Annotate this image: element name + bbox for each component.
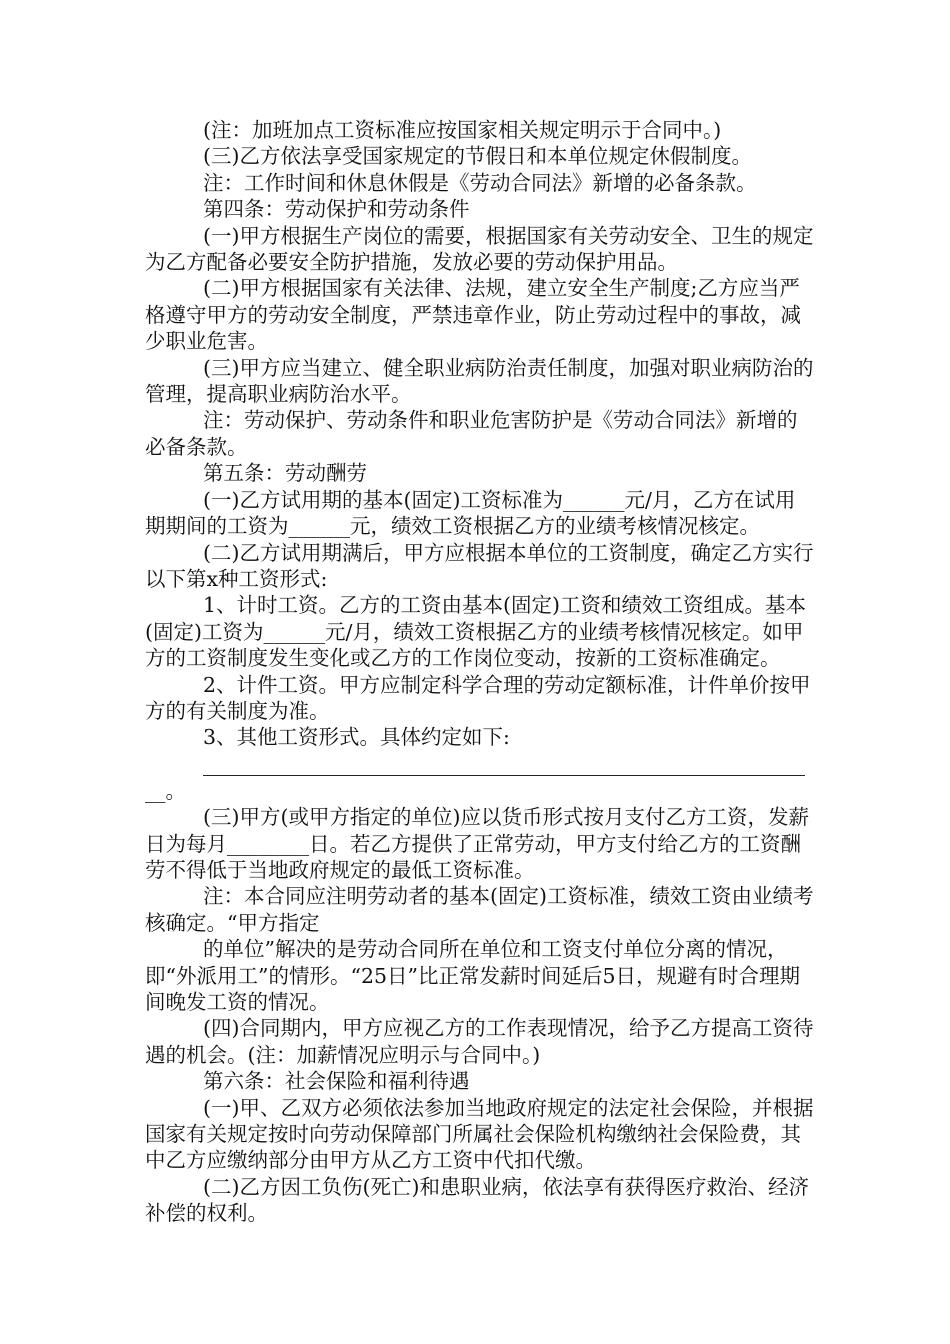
paragraph-holiday-rights: (三)乙方依法享受国家规定的节假日和本单位规定休假制度。 <box>203 144 752 169</box>
paragraph-4-3: (三)甲方应当建立、健全职业病防治责任制度，加强对职业病防治的管理，提高职业病防治水平。 <box>145 355 814 407</box>
paragraph-5-note-b: 的单位”解决的是劳动合同所在单位和工资支付单位分离的情况，即“外派用工”的情形。“25日”比正常发薪时间延后5日，规避有时合理期间晚发工资的情况。 <box>145 937 801 1014</box>
document-body <box>145 117 815 1227</box>
paragraph-5-1: (一)乙方试用期的基本(固定)工资标准为______元/月，乙方在试用期期间的工资为______元，绩效工资根据乙方的业绩考核情况核定。 <box>145 487 796 539</box>
article-4-heading: 第四条：劳动保护和劳动条件 <box>203 197 470 222</box>
paragraph-hourly-wage: 1、计时工资。乙方的工资由基本(固定)工资和绩效工资组成。基本(固定)工资为______元/月，绩效工资根据乙方的业绩考核情况核定。如甲方的工资制度发生变化或乙方的工作岗位变动，按新的工资标准确定。 <box>145 593 807 671</box>
paragraph-5-4: (四)合同期内，甲方应视乙方的工作表现情况，给予乙方提高工资待遇的机会。(注：加薪情况应明示与合同中。) <box>145 1016 814 1067</box>
paragraph-overtime-note: (注：加班加点工资标准应按国家相关规定明示于合同中。) <box>203 118 722 142</box>
paragraph-5-2: (二)乙方试用期满后，甲方应根据本单位的工资制度，确定乙方实行以下第x种工资形式: <box>145 540 814 591</box>
paragraph-5-note-a: 注：本合同应注明劳动者的基本(固定)工资标准，绩效工资由业绩考核确定。“甲方指定 <box>145 884 814 935</box>
paragraph-5-3: (三)甲方(或甲方指定的单位)应以货币形式按月支付乙方工资，发薪日为每月________日。若乙方提供了正常劳动，甲方支付给乙方的工资酬劳不得低于当地政府规定的最低工资标准。 <box>145 805 809 882</box>
paragraph-4-2: (二)甲方根据国家有关法律、法规，建立安全生产制度;乙方应当严格遵守甲方的劳动安全制度，严禁违章作业，防止劳动过程中的事故，减少职业危害。 <box>145 276 801 354</box>
paragraph-piece-wage: 2、计件工资。甲方应制定科学合理的劳动定额标准，计件单价按甲方的有关制度为准。 <box>145 672 811 723</box>
paragraph-6-1: (一)甲、乙双方必须依法参加当地政府规定的法定社会保险，并根据国家有关规定按时向劳动保障部门所属社会保险机构缴纳社会保险费，其中乙方应缴纳部分由甲方从乙方工资中代扣代缴。 <box>145 1095 814 1173</box>
paragraph-6-2: (二)乙方因工负伤(死亡)和患职业病，依法享有获得医疗救治、经济补偿的权利。 <box>145 1174 809 1226</box>
paragraph-4-note: 注：劳动保护、劳动条件和职业危害防护是《劳动合同法》新增的必备条款。 <box>145 408 798 459</box>
fill-in-blank-line <box>203 775 805 776</box>
blank-line-end: __。 <box>145 778 186 803</box>
article-6-heading: 第六条：社会保险和福利待遇 <box>203 1069 470 1094</box>
paragraph-other-wage: 3、其他工资形式。具体约定如下: <box>203 725 510 750</box>
paragraph-4-1: (一)甲方根据生产岗位的需要，根据国家有关劳动安全、卫生的规定为乙方配备必要安全防护措施，发放必要的劳动保护用品。 <box>145 223 814 275</box>
article-5-heading: 第五条：劳动酬劳 <box>203 461 367 486</box>
paragraph-working-time-note: 注：工作时间和休息休假是《劳动合同法》新增的必备条款。 <box>203 170 757 195</box>
